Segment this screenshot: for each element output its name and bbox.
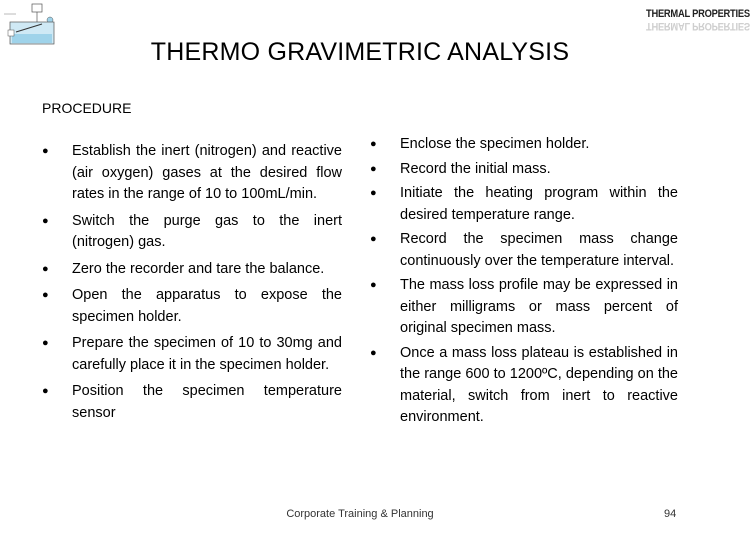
list-item: ● Record the specimen mass change continuously over the temperature interval. (370, 231, 678, 269)
bullet-icon: ● (42, 214, 49, 227)
page-number: 94 (664, 508, 677, 520)
bullet-icon: ● (370, 346, 377, 359)
list-item: ● Switch the purge gas to the inert (nitrogen) gas. (42, 212, 342, 250)
logo-text: THERMAL PROPERTIES (646, 8, 750, 20)
list-item: ● Once a mass loss plateau is established in the range 600 to 1200ºC, depending on the material, switch from inert to reactive environment. (370, 344, 678, 425)
bullet-icon: ● (370, 233, 377, 245)
bullet-icon: ● (42, 262, 49, 275)
bullet-icon: ● (370, 187, 377, 199)
bullet-icon: ● (42, 385, 49, 397)
bullet-icon: ● (370, 162, 377, 175)
list-item: ● Zero the recorder and tare the balance. (72, 259, 342, 281)
list-item: ● Enclose the specimen holder. (400, 134, 678, 156)
list-item: ● Initiate the heating program within the desired temperature range. (370, 185, 678, 223)
right-step-list (370, 134, 678, 432)
list-item: ● Record the initial mass. (400, 159, 678, 181)
list-item: ● Position the specimen temperature sensor (42, 383, 342, 421)
list-item: ● The mass loss profile may be expressed in either milligrams or mass percent of original specimen mass. (370, 277, 678, 336)
bullet-icon: ● (42, 145, 49, 157)
procedure-heading: PROCEDURE (42, 100, 132, 116)
list-item: ● Prepare the specimen of 10 to 30mg and carefully place it in the specimen holder. (42, 335, 342, 373)
slide-title: THERMO GRAVIMETRIC ANALYSIS (150, 38, 570, 66)
bullet-icon: ● (42, 289, 49, 301)
bullet-icon: ● (370, 279, 377, 291)
logo-text-reflection: THERMAL PROPERTIES (646, 20, 750, 32)
list-item: ● Open the apparatus to expose the specimen holder. (42, 287, 342, 325)
bullet-icon: ● (370, 138, 377, 150)
thermal-properties-logo (646, 8, 750, 38)
footer-text: Corporate Training & Planning (286, 508, 434, 520)
list-item: ● Establish the inert (nitrogen) and reactive (air oxygen) gases at the desired flow rates in the range of 10 to 100mL/min. (42, 143, 342, 202)
left-step-list (42, 141, 342, 429)
bullet-icon: ● (42, 337, 49, 349)
